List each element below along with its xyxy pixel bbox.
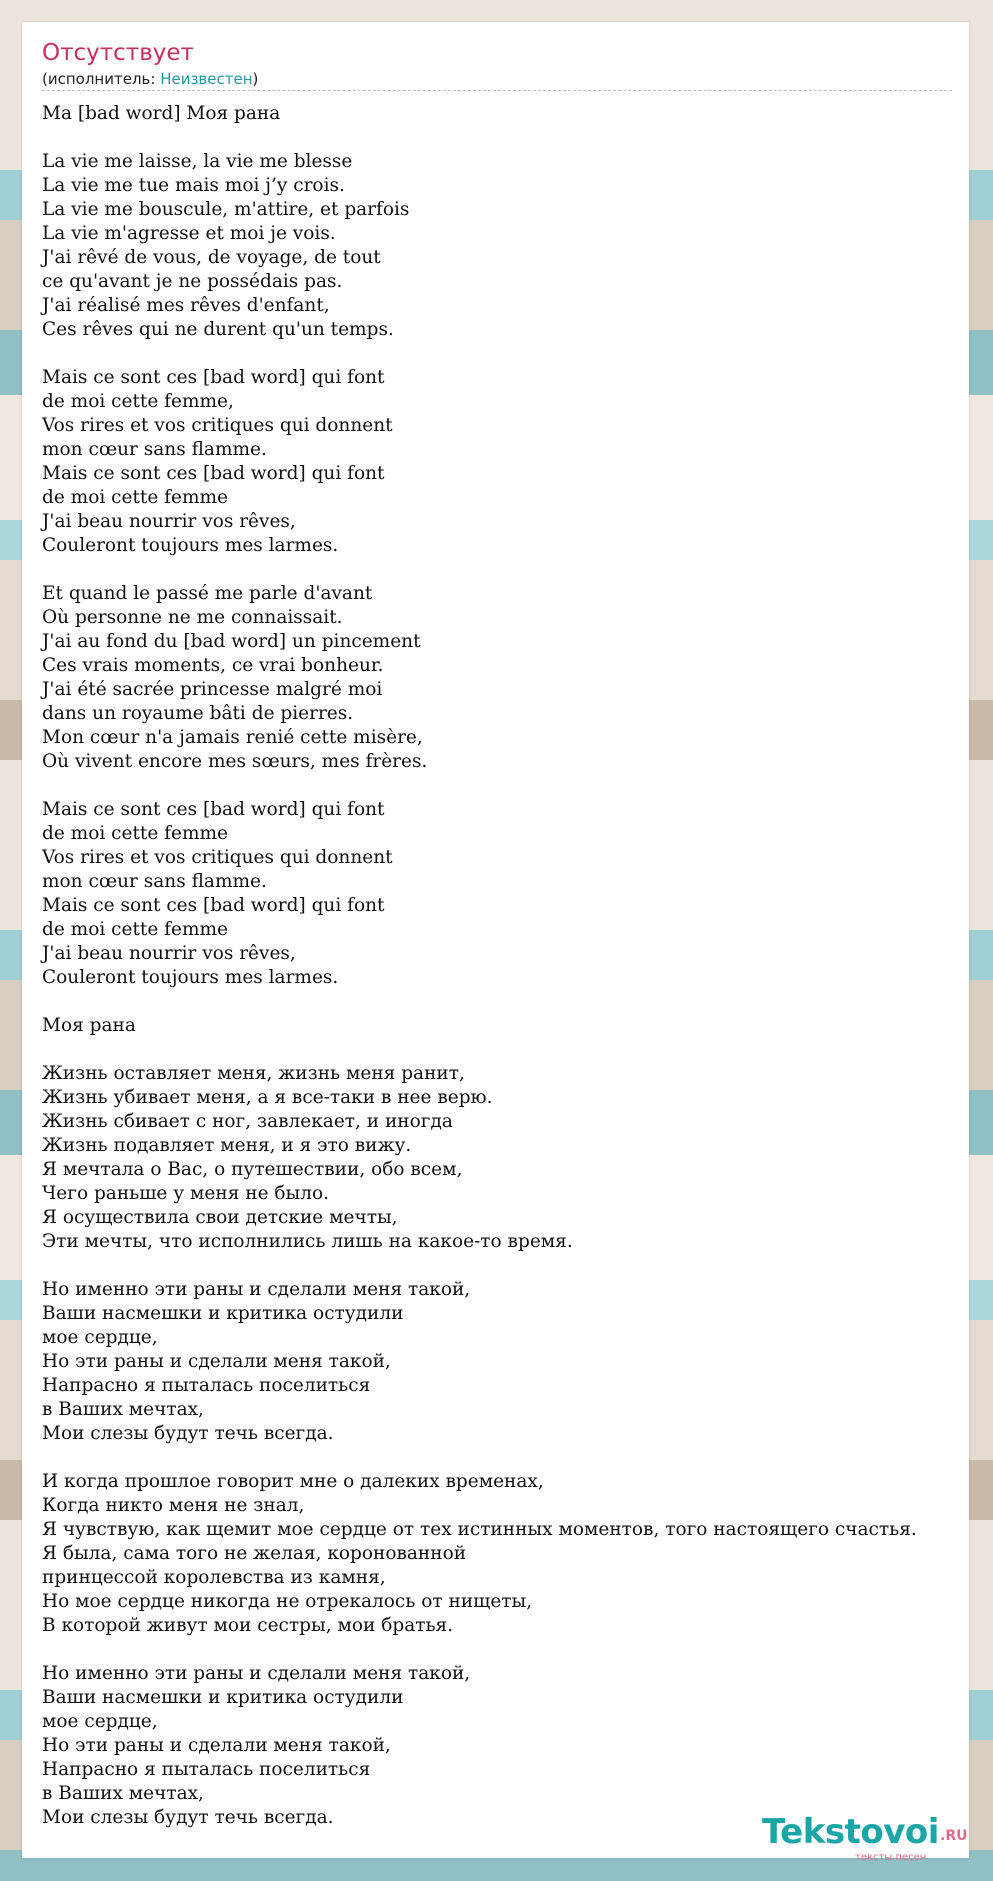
artist-link[interactable]: Неизвестен xyxy=(160,70,253,88)
artist-line xyxy=(42,70,258,88)
song-title: Отсутствует xyxy=(42,40,194,66)
artist-suffix: ) xyxy=(252,70,259,88)
logo-tld: .RU xyxy=(940,1828,968,1844)
logo-tagline: тексты песен xyxy=(855,1852,927,1863)
header-divider xyxy=(42,90,952,91)
lyrics-text: Ma [bad word] Моя рана La vie me laisse, la vie me blesse La vie me tue mais moi j’y crois. La vie me bouscule, m'attire, et parfois La vie m'agresse et moi je vois. J'ai rêvé de vous, de voyage, de tout ce qu'avant je ne possédais pas. J'ai réalisé mes rêves d'enfant, Ces rêves qui ne durent qu'un temps. Mais ce sont ces [bad word] qui font de moi cette femme, Vos rires et vos critiques qui donnent mon cœur sans flamme. Mais ce sont ces [bad word] qui font de moi cette femme J'ai beau nourrir vos rêves, Couleront toujours mes larmes. Et quand le passé me parle d'avant Où personne ne me connaissait. J'ai au fond du [bad word] un pincement Ces vrais moments, ce vrai bonheur. J'ai été sacrée princesse malgré moi dans un royaume bâti de pierres. Mon cœur n'a jamais renié cette misère, Où vivent encore mes sœurs, mes frères. Mais ce sont ces [bad word] qui font de moi cette femme Vos rires et vos critiques qui donnent mon cœur sans flamme. Mais ce sont ces [bad word] qui font de moi cette femme J'ai beau nourrir vos rêves, Couleront toujours mes larmes. Моя рана Жизнь оставляет меня, жизнь меня ранит, Жизнь убивает меня, а я все-таки в нее верю. Жизнь сбивает с ног, завлекает, и иногда Жизнь подавляет меня, и я это вижу. Я мечтала о Вас, о путешествии, обо всем, Чего раньше у меня не было. Я осуществила свои детские мечты, Эти мечты, что исполнились лишь на какое-то время. Но именно эти раны и сделали меня такой, Ваши насмешки и критика остудили мое сердце, Но эти раны и сделали меня такой, Напрасно я пыталась поселиться в Ваших мечтах, Мои слезы будут течь всегда. И когда прошлое говорит мне о далеких временах, Когда никто меня не знал, Я чувствую, как щемит мое сердце от тех истинных моментов, того настоящего счастья. Я была, сама того не желая, коронованной принцессой королевства из камня, Но мое сердце никогда не отрекалось от нищеты, В которой живут мои сестры, мои братья. Но именно эти раны и сделали меня такой, Ваши насмешки и критика остудили мое сердце, Но эти раны и сделали меня такой, Напрасно я пыталась поселиться в Ваших мечтах, Мои слезы будут течь всегда. xyxy=(42,103,917,1828)
logo-name: Tekstovoi xyxy=(762,1812,939,1852)
site-logo[interactable] xyxy=(762,1812,972,1863)
artist-prefix: (исполнитель: xyxy=(42,70,161,88)
lyrics-card xyxy=(22,22,969,1863)
